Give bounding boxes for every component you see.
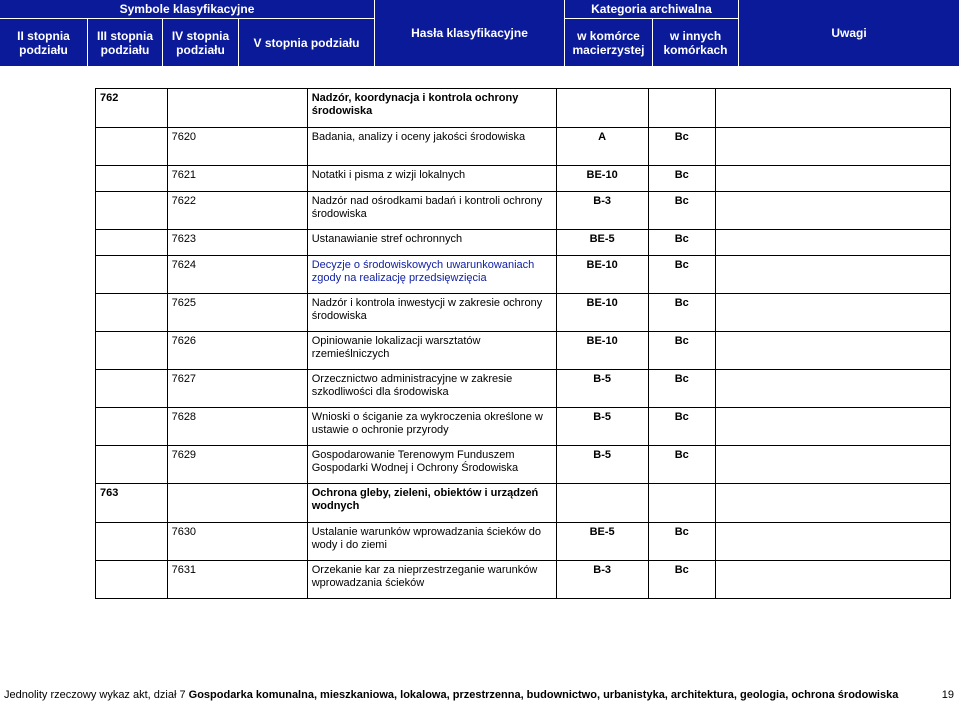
- header-col-v: V stopnia podziału: [239, 19, 375, 67]
- cell-code-iii: [96, 256, 168, 294]
- table-row: [96, 370, 951, 408]
- footer-prefix: Jednolity rzeczowy wykaz akt, dział 7: [4, 689, 189, 701]
- cell-code-iv: 7626: [167, 332, 307, 370]
- cell-remarks: [716, 523, 951, 561]
- table-row: [96, 408, 951, 446]
- cell-category-other: Bc: [648, 370, 716, 408]
- header-col-w-innych: w innych komórkach: [653, 19, 739, 67]
- cell-category-main: B-5: [556, 408, 648, 446]
- header-col-iv: IV stopnia podziału: [163, 19, 239, 67]
- cell-code-iv: [167, 89, 307, 128]
- cell-remarks: [716, 294, 951, 332]
- cell-remarks: [716, 408, 951, 446]
- cell-title: Gospodarowanie Terenowym Funduszem Gospodarki Wodnej i Ochrony Środowiska: [307, 446, 556, 484]
- page-number: 19: [941, 689, 954, 701]
- cell-category-main: B-3: [556, 561, 648, 599]
- header-col-w-komorce: w komórce macierzystej: [565, 19, 653, 67]
- cell-code-iii: [96, 523, 168, 561]
- cell-category-main: BE-10: [556, 294, 648, 332]
- cell-code-iv: 7630: [167, 523, 307, 561]
- cell-category-other: Bc: [648, 128, 716, 166]
- cell-remarks: [716, 230, 951, 256]
- cell-remarks: [716, 446, 951, 484]
- cell-code-iv: 7627: [167, 370, 307, 408]
- cell-title: Nadzór i kontrola inwestycji w zakresie ochrony środowiska: [307, 294, 556, 332]
- header-col-haslo: Hasła klasyfikacyjne: [375, 0, 565, 67]
- cell-title: Ustanawianie stref ochronnych: [307, 230, 556, 256]
- cell-category-main: A: [556, 128, 648, 166]
- cell-remarks: [716, 256, 951, 294]
- cell-title: Ustalanie warunków wprowadzania ścieków do wody i do ziemi: [307, 523, 556, 561]
- cell-code-iv: 7623: [167, 230, 307, 256]
- cell-category-main: BE-5: [556, 523, 648, 561]
- cell-title: Notatki i pisma z wizji lokalnych: [307, 166, 556, 192]
- cell-category-other: Bc: [648, 294, 716, 332]
- cell-category-main: B-5: [556, 446, 648, 484]
- group-row: [96, 89, 951, 128]
- cell-code-iv: 7629: [167, 446, 307, 484]
- cell-code-iv: 7622: [167, 192, 307, 230]
- cell-code-iii: [96, 370, 168, 408]
- footer-title: Gospodarka komunalna, mieszkaniowa, lokalowa, przestrzenna, budownictwo, urbanistyka, architektura, geologia, ochrona środowiska: [188, 689, 899, 701]
- cell-remarks: [716, 89, 951, 128]
- header-col-ii: II stopnia podziału: [0, 19, 88, 67]
- cell-category-other: Bc: [648, 332, 716, 370]
- table-row: [96, 561, 951, 599]
- header-group-archive: Kategoria archiwalna: [565, 0, 739, 19]
- cell-category-other: Bc: [648, 523, 716, 561]
- cell-code-iii: 762: [96, 89, 168, 128]
- cell-category-other: Bc: [648, 192, 716, 230]
- cell-code-iii: [96, 561, 168, 599]
- cell-category-main: BE-10: [556, 166, 648, 192]
- table-row: [96, 446, 951, 484]
- cell-code-iii: [96, 166, 168, 192]
- header-col-uwagi: Uwagi: [739, 0, 960, 67]
- cell-remarks: [716, 561, 951, 599]
- cell-category-other: [648, 484, 716, 523]
- cell-title: Badania, analizy i oceny jakości środowiska: [307, 128, 556, 166]
- header-col-iii: III stopnia podziału: [88, 19, 163, 67]
- cell-code-iv: [167, 484, 307, 523]
- table-row: [96, 166, 951, 192]
- cell-category-other: Bc: [648, 561, 716, 599]
- classification-table-body: [96, 89, 951, 599]
- cell-code-iii: [96, 408, 168, 446]
- cell-code-iii: 763: [96, 484, 168, 523]
- cell-code-iii: [96, 230, 168, 256]
- cell-category-main: B-3: [556, 192, 648, 230]
- cell-code-iv: 7624: [167, 256, 307, 294]
- cell-remarks: [716, 332, 951, 370]
- cell-remarks: [716, 370, 951, 408]
- cell-category-main: [556, 89, 648, 128]
- table-row: [96, 332, 951, 370]
- cell-category-main: BE-5: [556, 230, 648, 256]
- cell-remarks: [716, 128, 951, 166]
- cell-remarks: [716, 166, 951, 192]
- cell-category-other: Bc: [648, 256, 716, 294]
- cell-category-main: BE-10: [556, 256, 648, 294]
- header-group-symbols: Symbole klasyfikacyjne: [0, 0, 375, 19]
- table-row: [96, 128, 951, 166]
- table-row: [96, 294, 951, 332]
- table-row: [96, 256, 951, 294]
- cell-code-iv: 7625: [167, 294, 307, 332]
- cell-category-other: Bc: [648, 446, 716, 484]
- cell-code-iv: 7620: [167, 128, 307, 166]
- table-header: [0, 0, 960, 67]
- table-row: [96, 230, 951, 256]
- page-footer: [4, 688, 954, 702]
- cell-title: Orzecznictwo administracyjne w zakresie szkodliwości dla środowiska: [307, 370, 556, 408]
- cell-category-other: Bc: [648, 230, 716, 256]
- cell-code-iv: 7621: [167, 166, 307, 192]
- cell-title: Orzekanie kar za nieprzestrzeganie warunków wprowadzania ścieków: [307, 561, 556, 599]
- cell-category-main: B-5: [556, 370, 648, 408]
- cell-category-main: [556, 484, 648, 523]
- cell-code-iii: [96, 446, 168, 484]
- cell-category-other: [648, 89, 716, 128]
- cell-remarks: [716, 192, 951, 230]
- cell-title: Nadzór nad ośrodkami badań i kontroli ochrony środowiska: [307, 192, 556, 230]
- cell-title: Decyzje o środowiskowych uwarunkowaniach zgody na realizację przedsięwzięcia: [307, 256, 556, 294]
- cell-code-iii: [96, 332, 168, 370]
- cell-remarks: [716, 484, 951, 523]
- cell-code-iv: 7628: [167, 408, 307, 446]
- cell-code-iii: [96, 128, 168, 166]
- group-row: [96, 484, 951, 523]
- cell-title: Wnioski o ściganie za wykroczenia określone w ustawie o ochronie przyrody: [307, 408, 556, 446]
- cell-title: Nadzór, koordynacja i kontrola ochrony środowiska: [307, 89, 556, 128]
- cell-title: Opiniowanie lokalizacji warsztatów rzemieślniczych: [307, 332, 556, 370]
- cell-title: Ochrona gleby, zieleni, obiektów i urządzeń wodnych: [307, 484, 556, 523]
- cell-category-other: Bc: [648, 166, 716, 192]
- table-row: [96, 523, 951, 561]
- cell-code-iii: [96, 294, 168, 332]
- classification-table: [95, 88, 951, 599]
- table-row: [96, 192, 951, 230]
- cell-code-iv: 7631: [167, 561, 307, 599]
- cell-category-other: Bc: [648, 408, 716, 446]
- cell-category-main: BE-10: [556, 332, 648, 370]
- cell-code-iii: [96, 192, 168, 230]
